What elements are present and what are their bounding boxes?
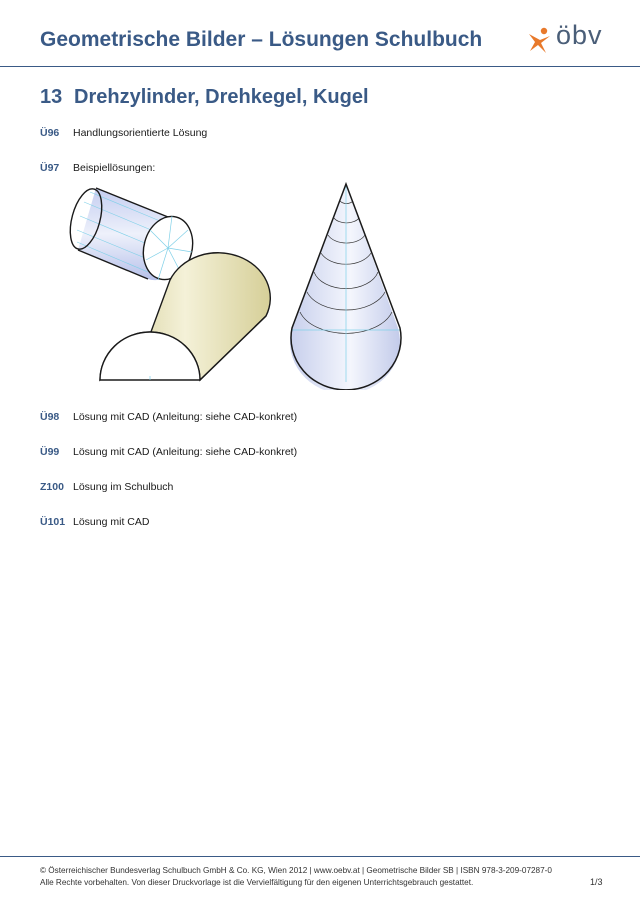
exercise-text: Handlungsorientierte Lösung	[73, 127, 208, 139]
exercise-code: Ü96	[40, 127, 60, 139]
exercise-code: Ü98	[40, 411, 60, 423]
header-title: Geometrische Bilder – Lösungen Schulbuch	[40, 28, 483, 51]
exercise-code: Ü99	[40, 446, 60, 458]
logo-text: öbv	[556, 20, 603, 50]
exercise-text: Beispiellösungen:	[73, 162, 156, 174]
page-number: 1/3	[590, 877, 603, 887]
exercise-text: Lösung mit CAD	[73, 516, 150, 528]
publisher-logo	[526, 20, 636, 56]
footer	[40, 865, 552, 889]
solids-illustration	[60, 180, 420, 390]
exercise-text: Lösung mit CAD (Anleitung: siehe CAD-konkret)	[73, 411, 298, 423]
footer-copyright: © Österreichischer Bundesverlag Schulbuch GmbH & Co. KG, Wien 2012 | www.oebv.at | Geometrische Bilder SB | ISBN 978-3-209-07287-0	[40, 866, 552, 875]
exercise-code: Z100	[40, 481, 64, 493]
header-rule	[0, 66, 640, 67]
exercise-text: Lösung im Schulbuch	[73, 481, 174, 493]
chapter-number: 13	[40, 86, 63, 108]
chapter-title: Drehzylinder, Drehkegel, Kugel	[74, 86, 369, 108]
footer-rule	[0, 856, 640, 857]
obv-star-icon	[526, 26, 554, 54]
exercise-text: Lösung mit CAD (Anleitung: siehe CAD-konkret)	[73, 446, 298, 458]
cone-shape	[290, 184, 401, 390]
exercise-code: Ü97	[40, 162, 60, 174]
half-cylinder-shape	[100, 253, 270, 380]
footer-rights: Alle Rechte vorbehalten. Von dieser Druckvorlage ist die Vervielfältigung für den eigenen Unterrichtsgebrauch gestattet.	[40, 878, 474, 887]
exercise-code: Ü101	[40, 516, 66, 528]
chapter-heading	[40, 86, 369, 109]
